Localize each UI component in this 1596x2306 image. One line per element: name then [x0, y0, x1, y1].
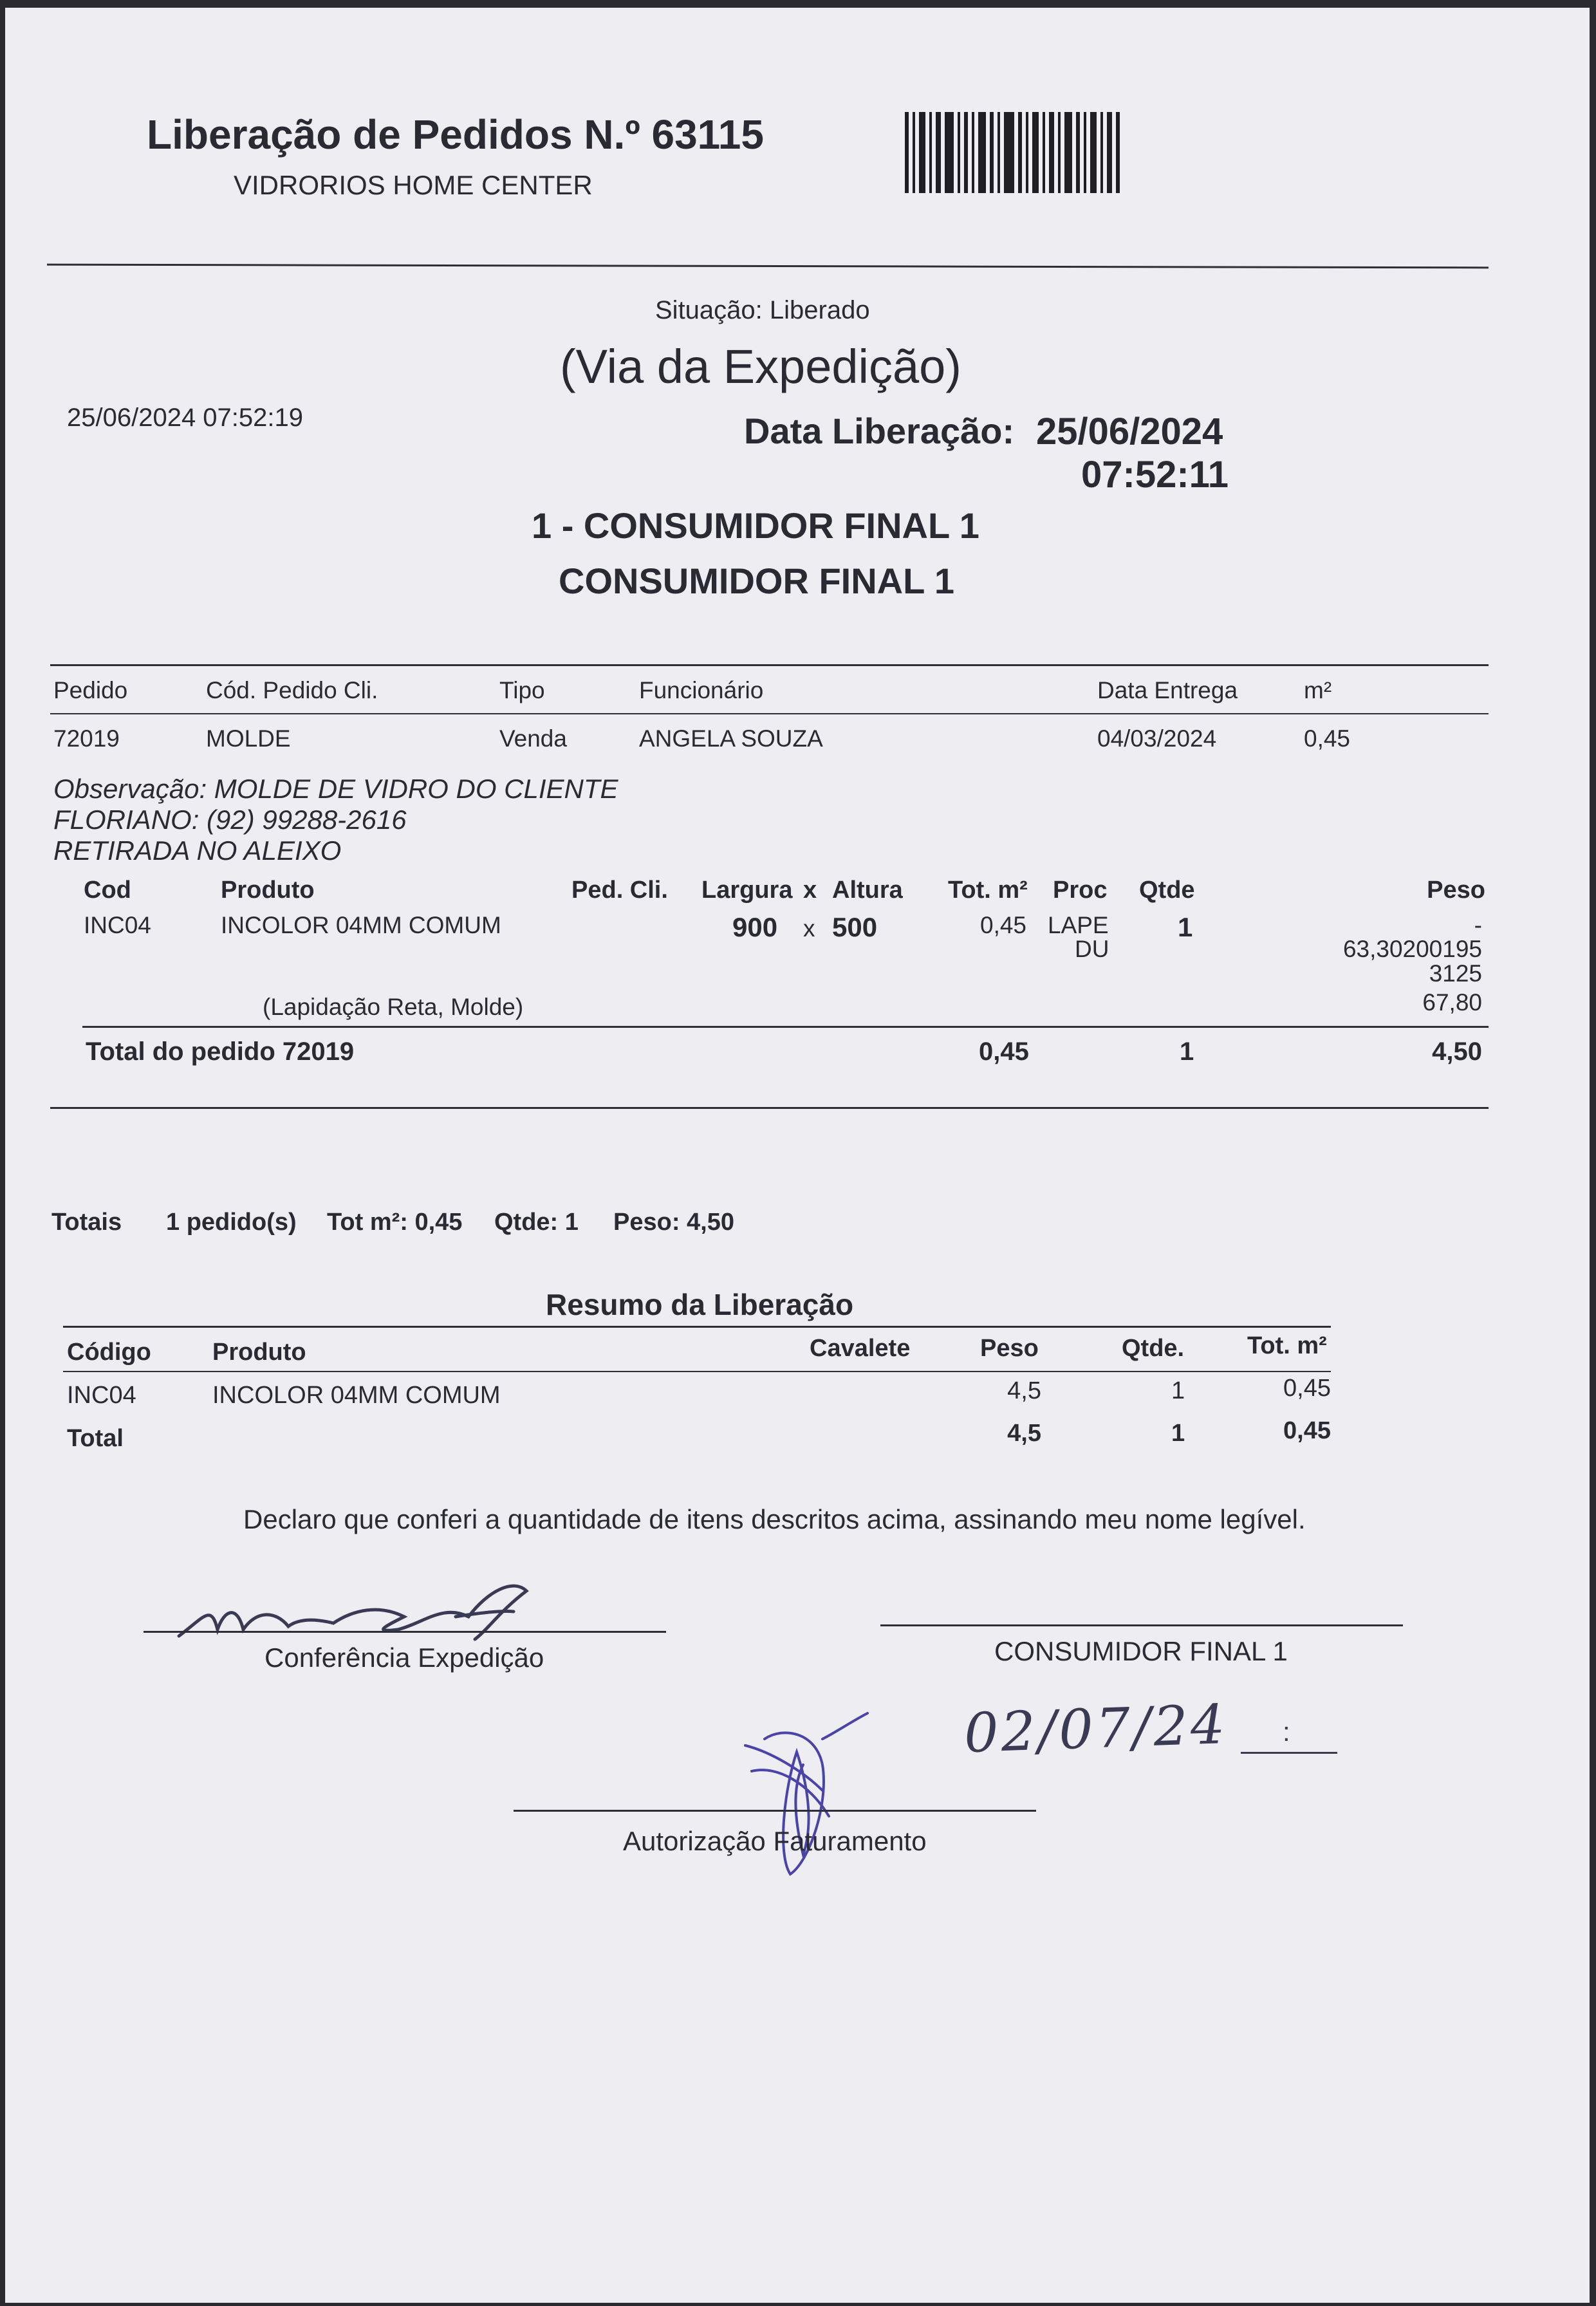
observation-line-2: FLORIANO: (92) 99288-2616 [53, 804, 407, 835]
item-cell-tot-m2: 0,45 [980, 912, 1027, 938]
summary-cell-produto: INCOLOR 04MM COMUM [212, 1382, 501, 1409]
summary-header-codigo: Código [67, 1339, 151, 1366]
handwritten-date: 02/07/24 [963, 1692, 1229, 1765]
item-processing: (Lapidação Reta, Molde) [263, 994, 524, 1020]
summary-total-label: Total [67, 1425, 124, 1452]
order-cell-pedido: 72019 [53, 725, 120, 752]
barcode-icon [905, 112, 1157, 193]
totals-label: Totais [51, 1209, 122, 1236]
item-cell-x: x [803, 915, 815, 942]
item-header-largura: Largura [701, 877, 793, 904]
summary-cell-codigo: INC04 [67, 1382, 136, 1409]
item-cell-proc-line-2: DU [1075, 936, 1109, 962]
print-datetime: 25/06/2024 07:52:19 [67, 404, 304, 432]
situation-text: Situação: Liberado [655, 296, 870, 324]
item-header-ped-cli: Ped. Cli. [571, 877, 668, 904]
summary-top-line [63, 1326, 1331, 1328]
order-total-label: Total do pedido 72019 [86, 1037, 355, 1066]
order-header-cod-pedido-cli: Cód. Pedido Cli. [206, 677, 378, 703]
item-cell-peso-line-1: - [1474, 912, 1482, 938]
item-header-peso: Peso [1427, 877, 1485, 904]
order-cell-funcionario: ANGELA SOUZA [639, 725, 823, 752]
release-date: 25/06/2024 [1036, 411, 1223, 452]
order-table-header-line [50, 713, 1489, 714]
authorization-signature-line [514, 1810, 1036, 1812]
summary-header-tot-m2: Tot. m² [1247, 1332, 1327, 1359]
summary-cell-qtde: 1 [1171, 1377, 1185, 1404]
item-cell-peso-line-2: 63,30200195 [1342, 936, 1482, 962]
summary-total-qtde: 1 [1171, 1420, 1185, 1447]
order-total-peso: 4,50 [1432, 1037, 1482, 1066]
customer-line-1: 1 - CONSUMIDOR FINAL 1 [532, 505, 979, 546]
summary-header-produto: Produto [212, 1339, 306, 1366]
customer-line-2: CONSUMIDOR FINAL 1 [559, 561, 954, 601]
observation-line-3: RETIRADA NO ALEIXO [53, 835, 342, 866]
header-divider [47, 264, 1489, 269]
conference-label: Conferência Expedição [264, 1642, 544, 1673]
customer-signature-line [880, 1624, 1403, 1626]
order-cell-tipo: Venda [499, 725, 567, 752]
conference-signature-icon [166, 1565, 629, 1655]
items-total-line [82, 1026, 1489, 1028]
summary-cell-peso: 4,5 [1007, 1377, 1041, 1404]
totals-orders: 1 pedido(s) [166, 1209, 297, 1236]
release-date-label: Data Liberação: [744, 411, 1015, 451]
item-header-produto: Produto [221, 877, 315, 904]
summary-total-peso: 4,5 [1007, 1420, 1041, 1447]
item-cell-cod: INC04 [84, 912, 151, 938]
copy-label: (Via da Expedição) [560, 340, 961, 393]
order-header-data-entrega: Data Entrega [1097, 677, 1238, 703]
summary-header-cavalete: Cavalete [810, 1335, 911, 1362]
totals-tot-m2: Tot m²: 0,45 [327, 1209, 463, 1236]
summary-header-qtde: Qtde. [1122, 1335, 1185, 1362]
order-header-pedido: Pedido [53, 677, 128, 703]
item-cell-qtde: 1 [1178, 912, 1193, 942]
item-cell-proc-line-1: LAPE [1048, 912, 1109, 938]
summary-title: Resumo da Liberação [546, 1288, 854, 1321]
item-cell-produto: INCOLOR 04MM COMUM [221, 912, 501, 938]
authorization-signature-icon [726, 1713, 880, 1887]
summary-total-tot-m2: 0,45 [1283, 1417, 1331, 1444]
item-header-proc: Proc [1053, 877, 1108, 904]
authorization-label: Autorização Faturamento [623, 1826, 927, 1856]
order-header-tipo: Tipo [499, 677, 545, 703]
item-cell-peso-line-3: 3125 [1429, 960, 1482, 987]
items-bottom-divider [50, 1107, 1489, 1109]
item-header-tot-m2: Tot. m² [948, 877, 1028, 904]
summary-header-line [63, 1371, 1331, 1372]
item-header-cod: Cod [84, 877, 131, 904]
item-cell-altura: 500 [832, 912, 878, 942]
customer-label: CONSUMIDOR FINAL 1 [994, 1636, 1288, 1666]
document-title: Liberação de Pedidos N.º 63115 [147, 111, 764, 158]
summary-cell-tot-m2: 0,45 [1283, 1375, 1331, 1402]
company-name: VIDRORIOS HOME CENTER [234, 170, 593, 200]
order-cell-m2: 0,45 [1304, 725, 1351, 752]
order-header-m2: m² [1304, 677, 1332, 703]
totals-peso: Peso: 4,50 [613, 1209, 734, 1236]
order-table-top-line [50, 664, 1489, 666]
declaration-text: Declaro que conferi a quantidade de itens descritos acima, assinando meu nome legível. [243, 1504, 1306, 1534]
order-total-qtde: 1 [1180, 1037, 1194, 1066]
item-header-qtde: Qtde [1139, 877, 1195, 904]
order-header-funcionario: Funcionário [639, 677, 764, 703]
summary-header-peso: Peso [980, 1335, 1039, 1362]
item-header-x: x [803, 877, 817, 904]
release-time: 07:52:11 [1081, 454, 1229, 496]
observation-line-1: Observação: MOLDE DE VIDRO DO CLIENTE [53, 774, 618, 804]
document-page [5, 8, 1590, 2303]
order-cell-data-entrega: 04/03/2024 [1097, 725, 1217, 752]
handwritten-colon: : [1283, 1716, 1290, 1747]
item-cell-largura: 900 [732, 912, 778, 942]
order-total-tot-m2: 0,45 [979, 1037, 1029, 1066]
totals-qtde: Qtde: 1 [494, 1209, 579, 1236]
item-cell-peso-line-4: 67,80 [1422, 989, 1482, 1016]
conference-signature-line [144, 1631, 666, 1633]
item-header-altura: Altura [832, 877, 903, 904]
order-cell-cod-pedido-cli: MOLDE [206, 725, 291, 752]
